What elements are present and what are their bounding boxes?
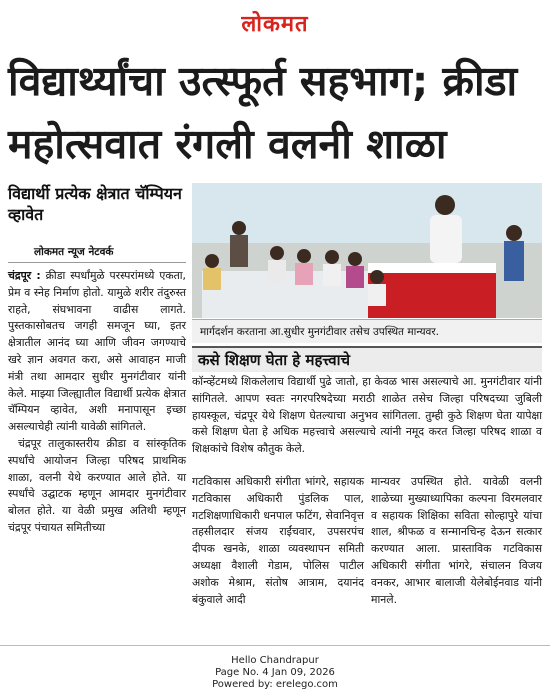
masthead-logo: लोकमत	[241, 11, 309, 37]
photo-caption: मार्गदर्शन करताना आ.सुधीर मुनगंटीवार तसेच उपस्थित मान्यवर.	[192, 319, 542, 343]
dateline: चंद्रपूर :	[8, 269, 41, 282]
headline: विद्यार्थ्यांचा उत्स्फूर्त सहभाग; क्रीडा महोत्सवात रंगली वलनी शाळा	[8, 57, 518, 168]
subheadline: विद्यार्थी प्रत्येक क्षेत्रात चॅम्पियन व्हावेत	[8, 184, 182, 224]
column-2	[192, 474, 364, 608]
box-heading	[192, 346, 542, 372]
paragraph: कॉन्व्हेंटमध्ये शिकलेलाच विद्यार्थी पुढे जातो, हा केवळ भास असल्याचे आ. मुनगंटीवार यांनी सांगितले. आपण स्वतः नगरपरिषदेच्या मराठी शाळेत तसेच जिल्हा परिषदच्या जुबिली हायस्कूल, चंद्रपूर येथे शिक्षण घेतल्याचा अनुभव सांगितला. तुम्ही कुठे शिक्षण घेता यापेक्षा कसे शिक्षण घेता हे अधिक महत्त्वाचे असल्याचे त्यांनी नमूद करत जिल्हा परिषद शाळा व शिक्षकांचे विशेष कौतुक केले.	[192, 375, 542, 456]
news-photo	[192, 183, 542, 318]
footer-source: Hello Chandrapur	[231, 655, 319, 666]
paragraph: क्रीडा स्पर्धांमुळे परस्परांमध्ये एकता, प्रेम व स्नेह निर्माण होतो. यामुळे शरीर तंदुरुस्त राहते, संघभावना वाढीस लागते. पुस्तकासोबतच जगही समजून घ्या, इतर क्षेत्रातील आनंद घ्या आणि जीवन जगण्याचे खरे ज्ञान अवगत करा, असे आवाहन माजी मंत्री तथा आमदार सुधीर मुनगंटीवार यांनी केले. माझ्या जिल्ह्यातील विद्यार्थी प्रत्येक क्षेत्रात चॅम्पियन व्हावेत, अशी मनापासून इच्छा असल्याचेही त्यांनी यावेळी सांगितले.	[8, 269, 186, 434]
byline: लोकमत न्यूज नेटवर्क	[34, 246, 114, 258]
paragraph: मान्यवर उपस्थित होते. यावेळी वलनी शाळेच्या मुख्याध्यापिका कल्पना विरमलवार व सहायक शिक्षिका सविता सोल्हापुरे यांचा शाल, श्रीफळ व सन्मानचिन्ह देऊन सत्कार करण्यात आला. प्रास्ताविक गटविकास अधिकारी संगीता भांगरे, संचालन विजय वनकर, आभार बालाजी येलेबोईनवाड यांनी मानले.	[371, 475, 542, 606]
paragraph: चंद्रपूर तालुकास्तरीय क्रीडा व सांस्कृतिक स्पर्धांचे आयोजन जिल्हा परिषद प्राथमिक शाळा, वलनी येथे करण्यात आले होते. या स्पर्धांचे उद्घाटक म्हणून आमदार मुनगंटीवार बोलत होते. या वेळी प्रमुख अतिथी म्हणून चंद्रपूर पंचायत समितीच्या	[8, 436, 186, 534]
box-body	[192, 374, 542, 458]
page-footer	[0, 655, 550, 691]
masthead	[0, 0, 550, 44]
column-3	[371, 474, 542, 608]
paragraph: गटविकास अधिकारी संगीता भांगरे, सहायक गटविकास अधिकारी पुंडलिक पाल, गटशिक्षणाधिकारी धनपाल फटिंग, सेवानिवृत्त तहसीलदार संजय राईंचवार, उपसरपंच दीपक खनके, शाळा व्यवस्थापन समिती अध्यक्षा वैशाली गेडाम, पोलिस पाटील अशोक मेश्राम, संतोष आत्राम, दयानंद बंकुवाले आदी	[192, 475, 364, 606]
footer-page-date: Page No. 4 Jan 09, 2026	[215, 667, 335, 678]
box-heading-text: कसे शिक्षण घेता हे महत्त्वाचे	[198, 351, 350, 369]
footer-powered-by: Powered by: erelego.com	[212, 679, 338, 690]
photo-illustration	[192, 183, 542, 318]
divider	[8, 262, 186, 263]
column-1	[8, 268, 186, 537]
